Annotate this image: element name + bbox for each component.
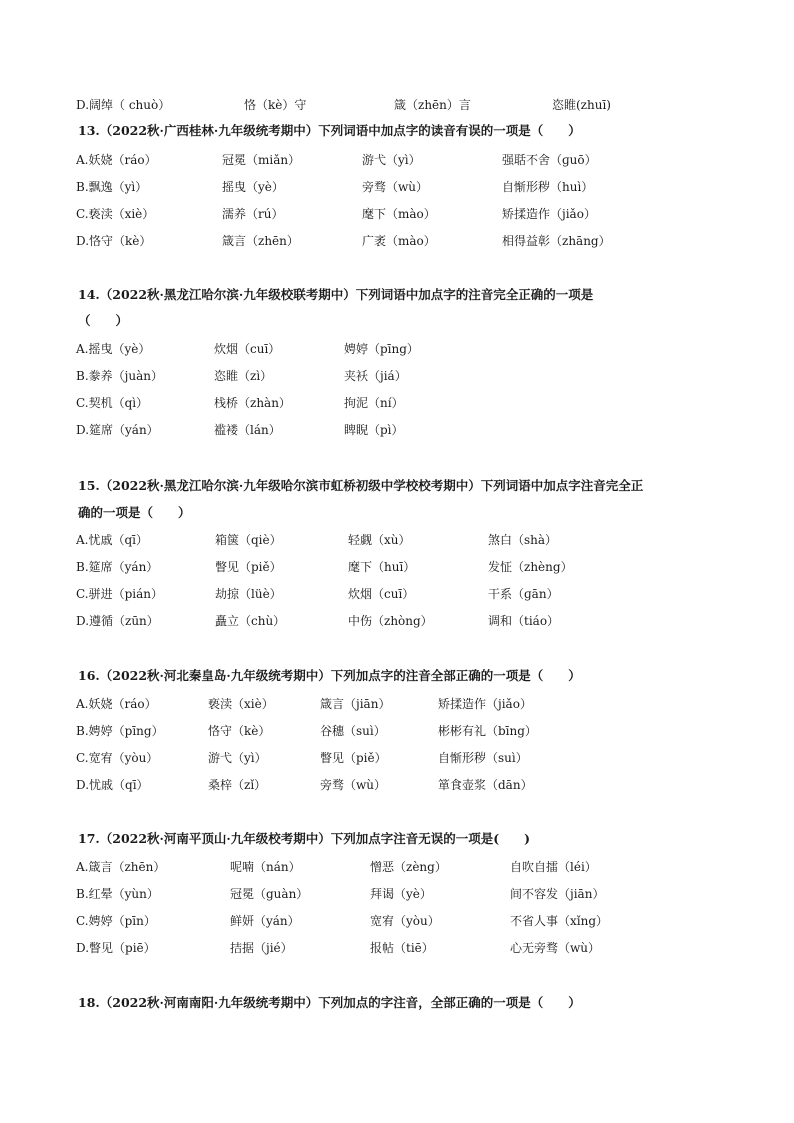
option-item: 褴褛（lán） xyxy=(214,423,281,437)
option-item: 旁骛（wù） xyxy=(362,180,429,194)
option-label-item: B.娉婷（pīng） xyxy=(76,724,164,738)
option-label-item: C.亵渎（xiè） xyxy=(76,207,155,221)
option-item: 恪守（kè） xyxy=(208,724,271,738)
option-item: 麾下（mào） xyxy=(362,207,436,221)
option-item: 旁骛（wù） xyxy=(320,778,387,792)
question-title-q17: 17.（2022秋·河南平顶山·九年级校考期中）下列加点字注音无误的一项是( ) xyxy=(78,831,531,846)
option-item: 彬彬有礼（bīng） xyxy=(438,724,537,738)
option-item: 冠冕（guàn） xyxy=(230,887,309,901)
option-item: 煞白（shà） xyxy=(488,533,558,547)
option-item: 恣睢(zhuī) xyxy=(552,98,611,112)
question-title-q13: 13.（2022秋·广西桂林·九年级统考期中）下列词语中加点字的读音有误的一项是（ ） xyxy=(78,123,581,138)
option-item: 箴言（zhēn） xyxy=(222,234,299,248)
option-item: 憎恶（zèng） xyxy=(370,860,447,874)
option-item: 矗立（chù） xyxy=(215,614,286,628)
option-item: 强聒不舍（ɡuō） xyxy=(502,153,597,167)
option-label-item: D.筵席（yán） xyxy=(76,423,159,437)
option-label-item: D.遵循（zūn） xyxy=(76,614,159,628)
option-item: 干系（ɡān） xyxy=(488,587,559,601)
option-item: 亵渎（xiè） xyxy=(208,697,274,711)
option-item: 瞥见（piě） xyxy=(320,751,387,765)
question-title-q16: 16.（2022秋·河北秦皇岛·九年级统考期中）下列加点字的注音全部正确的一项是（ ） xyxy=(78,668,581,683)
option-item: 中伤（zhòng） xyxy=(348,614,433,628)
option-label-item: C.骈进（pián） xyxy=(76,587,163,601)
option-label-item: A.妖娆（ráo） xyxy=(76,153,157,167)
option-item: 矫揉造作（jiǎo） xyxy=(438,697,532,711)
question-title-q15: 15.（2022秋·黑龙江哈尔滨·九年级哈尔滨市虹桥初级中学校校考期中）下列词语中加点字注音完全正 xyxy=(78,478,644,493)
option-item: 游弋（yì） xyxy=(362,153,421,167)
option-label-item: B.筵席（yán） xyxy=(76,560,159,574)
question-title-q18: 18.（2022秋·河南南阳·九年级统考期中）下列加点的字注音，全部正确的一项是（ ） xyxy=(78,995,581,1010)
option-item: 相得益彰（zhāng） xyxy=(502,234,611,248)
option-item: 栈桥（zhàn） xyxy=(214,396,291,410)
option-item: 箴（zhēn）言 xyxy=(394,98,471,112)
option-item: 夹袄（jiá） xyxy=(344,369,407,383)
option-item: 拜谒（yè） xyxy=(370,887,432,901)
question-title-continued-q15: 确的一项是（ ） xyxy=(78,505,191,520)
question-title-continued-q14: （ ） xyxy=(78,313,129,328)
option-item: 广袤（mào） xyxy=(362,234,436,248)
option-label-item: A.箴言（zhēn） xyxy=(76,860,166,874)
option-item: 桑梓（zǐ） xyxy=(208,778,267,792)
option-label-item: A.忧戚（qī） xyxy=(76,533,149,547)
option-item: 摇曳（yè） xyxy=(222,180,284,194)
option-label-item: C.契机（qì） xyxy=(76,396,149,410)
option-item: 恪（kè）守 xyxy=(244,98,307,112)
option-label-item: D.阔绰（ chuò） xyxy=(76,98,171,112)
option-label-item: D.瞥见（piē） xyxy=(76,941,156,955)
option-item: 报帖（tiē） xyxy=(370,941,434,955)
option-item: 自惭形秽（suì） xyxy=(438,751,528,765)
option-label-item: B.飘逸（yì） xyxy=(76,180,148,194)
option-item: 濡养（rú） xyxy=(222,207,284,221)
option-item: 恣睢（zì） xyxy=(214,369,273,383)
option-item: 拮据（jié） xyxy=(230,941,293,955)
option-label-item: A.摇曳（yè） xyxy=(76,342,151,356)
option-item: 不省人事（xǐng） xyxy=(510,914,609,928)
option-item: 自惭形秽（huì） xyxy=(502,180,594,194)
option-item: 炊烟（cuī） xyxy=(348,587,415,601)
option-item: 劫掠（lüè） xyxy=(215,587,282,601)
option-label-item: C.宽宥（yòu） xyxy=(76,751,159,765)
option-item: 心无旁骛（wù） xyxy=(510,941,601,955)
option-item: 自吹自擂（léi） xyxy=(510,860,597,874)
option-item: 间不容发（jiān） xyxy=(510,887,605,901)
option-item: 矫揉造作（jiǎo） xyxy=(502,207,596,221)
option-item: 箪食壶浆（dān） xyxy=(438,778,533,792)
option-item: 睥睨（pì） xyxy=(344,423,404,437)
option-item: 鲜妍（yán） xyxy=(230,914,300,928)
option-label-item: D.忧戚（qī） xyxy=(76,778,149,792)
option-item: 瞥见（piě） xyxy=(215,560,282,574)
option-item: 箱箧（qiè） xyxy=(215,533,282,547)
option-item: 炊烟（cuī） xyxy=(214,342,281,356)
option-item: 宽宥（yòu） xyxy=(370,914,440,928)
option-item: 轻觑（xù） xyxy=(348,533,411,547)
option-item: 调和（tiáo） xyxy=(488,614,560,628)
option-item: 拘泥（ní） xyxy=(344,396,404,410)
question-title-q14: 14.（2022秋·黑龙江哈尔滨·九年级校联考期中）下列词语中加点字的注音完全正确的一项是 xyxy=(78,287,594,302)
option-label-item: D.恪守（kè） xyxy=(76,234,152,248)
option-item: 箴言（jiān） xyxy=(320,697,391,711)
option-label-item: B.红晕（yùn） xyxy=(76,887,159,901)
option-item: 发怔（zhèng） xyxy=(488,560,573,574)
option-label-item: C.娉婷（pīn） xyxy=(76,914,156,928)
option-label-item: A.妖娆（ráo） xyxy=(76,697,157,711)
option-item: 谷穗（suì） xyxy=(320,724,386,738)
option-item: 冠冕（miǎn） xyxy=(222,153,301,167)
option-item: 娉婷（pīng） xyxy=(344,342,419,356)
option-item: 游弋（yì） xyxy=(208,751,267,765)
option-item: 呢喃（nán） xyxy=(230,860,301,874)
option-label-item: B.豢养（juàn） xyxy=(76,369,163,383)
option-item: 麾下（huī） xyxy=(348,560,416,574)
